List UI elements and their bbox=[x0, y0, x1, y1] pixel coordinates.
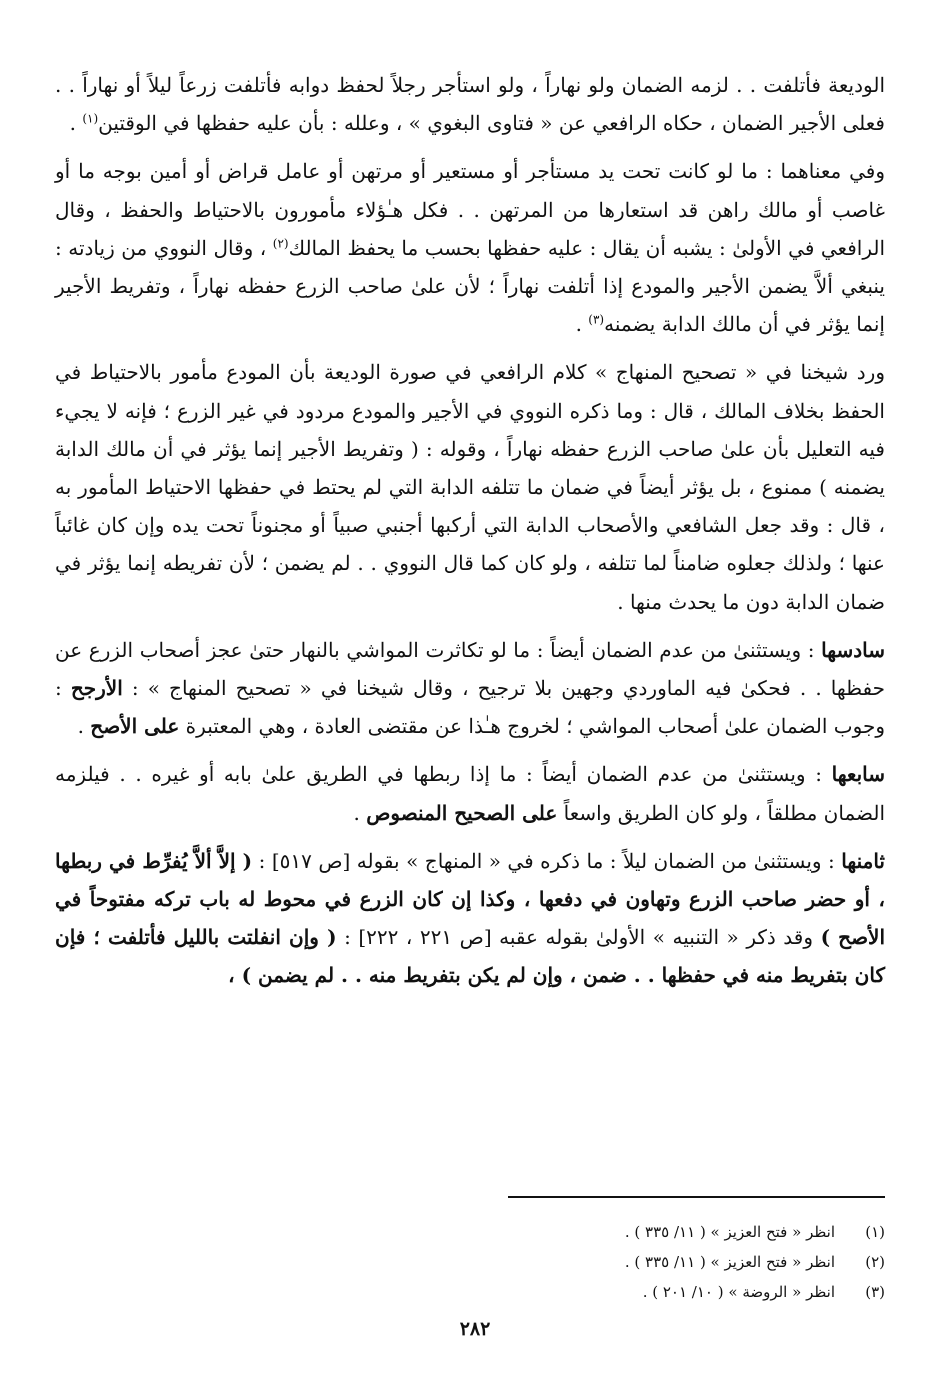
text-segment: : وجوب الضمان علىٰ أصحاب المواشي ؛ لخروج هـٰذا عن مقتضى العادة ، وهي المعتبرة bbox=[55, 676, 885, 739]
footnote-reference: (١) bbox=[82, 111, 99, 126]
footnote-reference: (٢) bbox=[272, 236, 289, 251]
footnote-3 bbox=[55, 1277, 885, 1307]
page-number: ٢٨٢ bbox=[459, 1318, 491, 1340]
bold-text: على الأصح bbox=[90, 714, 180, 739]
footnote-text: انظر « الروضة » ( ١٠/ ٢٠١ ) . bbox=[642, 1283, 835, 1301]
page-body bbox=[55, 66, 885, 1005]
text-segment: . bbox=[77, 714, 91, 739]
text-segment: . bbox=[575, 312, 589, 337]
text-segment: ورد شيخنا في « تصحيح المنهاج » كلام الرافعي في صورة الوديعة بأن المودع مأمور بالاحتياط في الحفظ بخلاف المالك ، قال : وما ذكره النووي في الأجير والمودع مردود في غير الزرع ؛ فإنه لا يجيء فيه التعليل بأن علىٰ صاحب الزرع حفظه نهاراً ، وقوله : ( وتفريط الأجير إنما يؤثر في أن مالك الدابة يضمنه ) ممنوع ، بل يؤثر أيضاً في ضمان ما تتلفه الدابة التي لم يحتط في حفظها الاحتياط المأمور به ، قال : وقد جعل الشافعي والأصحاب الدابة التي أركبها أجنبي صبياً أو مجنوناً تحت يده وإن كان غائباً عنها ؛ ولذلك جعلوه ضامناً لما تتلفه ، ولو كان كما قال النووي . . لم يضمن ؛ لأن تفريطه إنما يؤثر في ضمان الدابة دون ما يحدث منها . bbox=[55, 360, 885, 614]
bold-text: سادسها bbox=[821, 637, 885, 662]
footnote-separator bbox=[508, 1196, 885, 1198]
paragraph bbox=[55, 66, 885, 142]
paragraph bbox=[55, 631, 885, 746]
footnotes bbox=[55, 1217, 885, 1307]
text-segment: وقد ذكر « التنبيه » الأولىٰ بقوله عقبه [ص ٢٢١ ، ٢٢٢] : bbox=[336, 925, 821, 950]
text-segment: الوديعة فأتلفت . . لزمه الضمان ولو نهاراً ، ولو استأجر رجلاً لحفظ دوابه فأتلفت زرعاً ليلاً أو نهاراً . . فعلى الأجير الضمان ، حكاه الرافعي عن « فتاوى البغوي » ، وعلله : بأن عليه حفظها في الوقتين bbox=[55, 73, 885, 136]
text-segment: . bbox=[353, 800, 367, 825]
footnote-1 bbox=[55, 1217, 885, 1247]
footnote-2 bbox=[55, 1247, 885, 1277]
text-segment: . bbox=[69, 111, 83, 136]
bold-text: ( وإن انفلتت بالليل فأتلفت ؛ فإن كان بتفريط منه في حفظها . . ضمن ، وإن لم يكن بتفريط منه . . لم يضمن ) ، bbox=[55, 925, 885, 988]
footnote-number: (١) bbox=[865, 1223, 885, 1241]
text-segment: ، وقال النووي من زيادته : ينبغي ألاَّ يضمن الأجير والمودع إذا أتلفت نهاراً ؛ لأن علىٰ صاحب الزرع حفظه نهاراً ، وتفريط الأجير إنما يؤثر في أن مالك الدابة يضمنه bbox=[55, 235, 885, 337]
paragraph bbox=[55, 152, 885, 343]
paragraph bbox=[55, 842, 885, 995]
bold-text: الأرجح bbox=[70, 676, 123, 701]
footnote-text: انظر « فتح العزيز » ( ١١/ ٣٣٥ ) . bbox=[624, 1223, 835, 1241]
paragraph bbox=[55, 755, 885, 831]
paragraph bbox=[55, 353, 885, 620]
text-segment: : ويستثنىٰ من عدم الضمان أيضاً : ما إذا ربطها في الطريق علىٰ بابه أو غيره . . فيلزمه الضمان مطلقاً ، ولو كان الطريق واسعاً bbox=[55, 762, 885, 825]
bold-text: على الصحيح المنصوص bbox=[366, 800, 558, 825]
bold-text: سابعها bbox=[831, 762, 885, 787]
bold-text: ( إلاَّ ألاَّ يُفرِّط في ربطها ، أو حضر صاحب الزرع وتهاون في دفعها ، وكذا إن كان الزرع في محوط له باب تركه مفتوحاً في الأصح ) bbox=[55, 848, 886, 950]
bold-text: ثامنها bbox=[841, 848, 885, 873]
footnote-number: (٣) bbox=[865, 1283, 885, 1301]
text-segment: : ويستثنىٰ من الضمان ليلاً : ما ذكره في « المنهاج » بقوله [ص ٥١٧] : bbox=[252, 848, 842, 873]
text-segment: : ويستثنىٰ من عدم الضمان أيضاً : ما لو تكاثرت المواشي بالنهار حتىٰ عجز أصحاب الزرع عن حفظها . . فحكىٰ فيه الماوردي وجهين بلا ترجيح ، وقال شيخنا في « تصحيح المنهاج » : bbox=[55, 637, 885, 701]
main-text bbox=[55, 66, 885, 995]
footnote-text: انظر « فتح العزيز » ( ١١/ ٣٣٥ ) . bbox=[624, 1253, 835, 1271]
footnote-number: (٢) bbox=[865, 1253, 885, 1271]
footnote-reference: (٣) bbox=[588, 312, 605, 327]
text-segment: وفي معناهما : ما لو كانت تحت يد مستأجر أو مستعير أو مرتهن أو عامل قراض أو أمين بوجه ما أو غاصب أو مالك راهن قد استعارها من المرتهن . . فكل هـٰؤلاء مأمورون بالاحتياط والحفظ ، وقال الرافعي في الأولىٰ : يشبه أن يقال : عليه حفظها بحسب ما يحفظ المالك bbox=[55, 159, 886, 260]
